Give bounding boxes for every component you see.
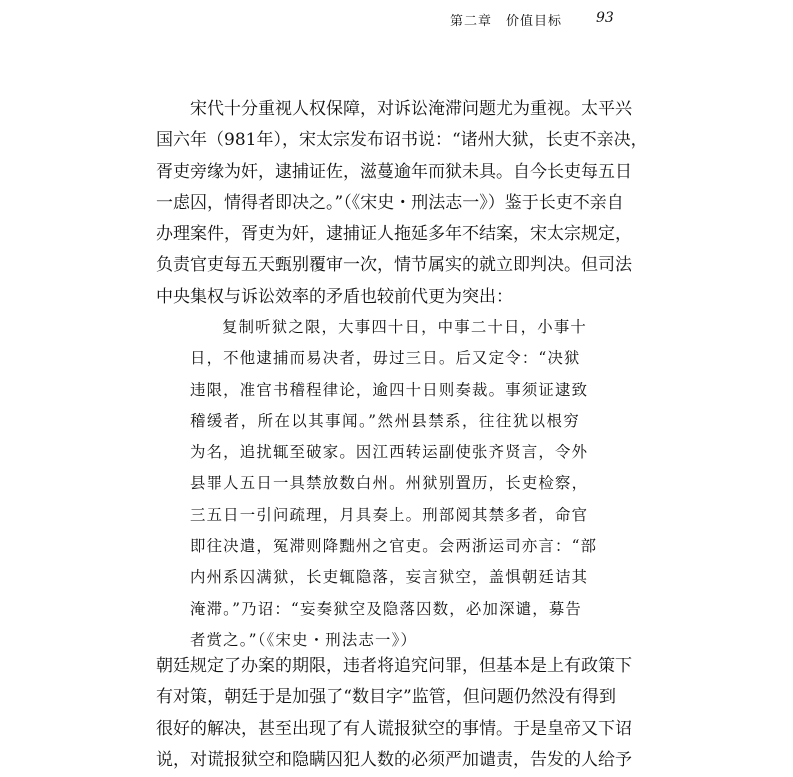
intro-line: 胥吏旁缘为奸，逮捕证佐，滋蔓逾年而狱未具。自今长吏每五日: [156, 161, 632, 182]
intro-line: 一虑囚，情得者即决之。”（《宋史・刑法志一》）鉴于长吏不亲自: [156, 192, 624, 213]
following-line: 有对策，朝廷于是加强了“数目字”监管，但问题仍然没有得到: [156, 687, 616, 708]
quote-line: 日，不他逮捕而易决者，毋过三日。后又定令：“决狱: [190, 349, 581, 368]
quote-line: 县罪人五日一具禁放数白州。州狱别置历，长吏检察，: [190, 474, 589, 493]
following-line: 说，对谎报狱空和隐瞒囚犯人数的必须严加谴责，告发的人给予: [156, 749, 632, 770]
intro-line: 负责官吏每五天甄别覆审一次，情节属实的就立即判决。但司法: [156, 255, 632, 276]
quote-line: 三五日一引问疏理，月具奏上。刑部阅其禁多者，命官: [190, 505, 589, 524]
quote-line: 为名，追扰辄至破家。因江西转运副使张齐贤言，令外: [190, 443, 589, 462]
following-line: 很好的解决，甚至出现了有人谎报狱空的事情。于是皇帝又下诏: [156, 718, 632, 739]
quote-line: 者赏之。”（《宋史・刑法志一》）: [190, 630, 418, 649]
block-quotation: [190, 312, 598, 656]
page-number: 93: [596, 10, 614, 26]
quote-line: 复制听狱之限，大事四十日，中事二十日，小事十: [222, 318, 587, 336]
chapter-title: 第二章 价值目标: [450, 14, 563, 29]
intro-line: 中央集权与诉讼效率的矛盾也较前代更为突出：: [156, 286, 513, 307]
running-header: [0, 10, 793, 30]
intro-line: 办理案件，胥吏为奸，逮捕证人拖延多年不结案，宋太宗规定，: [156, 224, 632, 245]
quote-line: 即往决遣，冤滞则降黜州之官吏。会两浙运司亦言：“部: [190, 537, 598, 556]
following-line: 朝廷规定了办案的期限，违者将追究问罪，但基本是上有政策下: [156, 656, 632, 676]
quote-line: 内州系囚满狱，长吏辄隐落，妄言狱空，盖惧朝廷诘其: [190, 568, 589, 587]
quote-line: 违限，准官书稽程律论，逾四十日则奏裁。事须证逮致: [190, 380, 589, 399]
quote-line: 稽缓者，所在以其事闻。”然州县禁系，往往犹以根穷: [190, 411, 580, 430]
following-paragraph: [156, 651, 632, 776]
intro-line: 国六年（981年），宋太宗发布诏书说：“诸州大狱，长吏不亲决，: [156, 130, 648, 151]
quote-line: 淹滞。”乃诏：“妄奏狱空及隐落囚数，必加深谴，募告: [190, 599, 583, 618]
intro-line: 宋代十分重视人权保障，对诉讼淹滞问题尤为重视。太平兴: [190, 99, 632, 119]
intro-paragraph: [156, 94, 648, 313]
